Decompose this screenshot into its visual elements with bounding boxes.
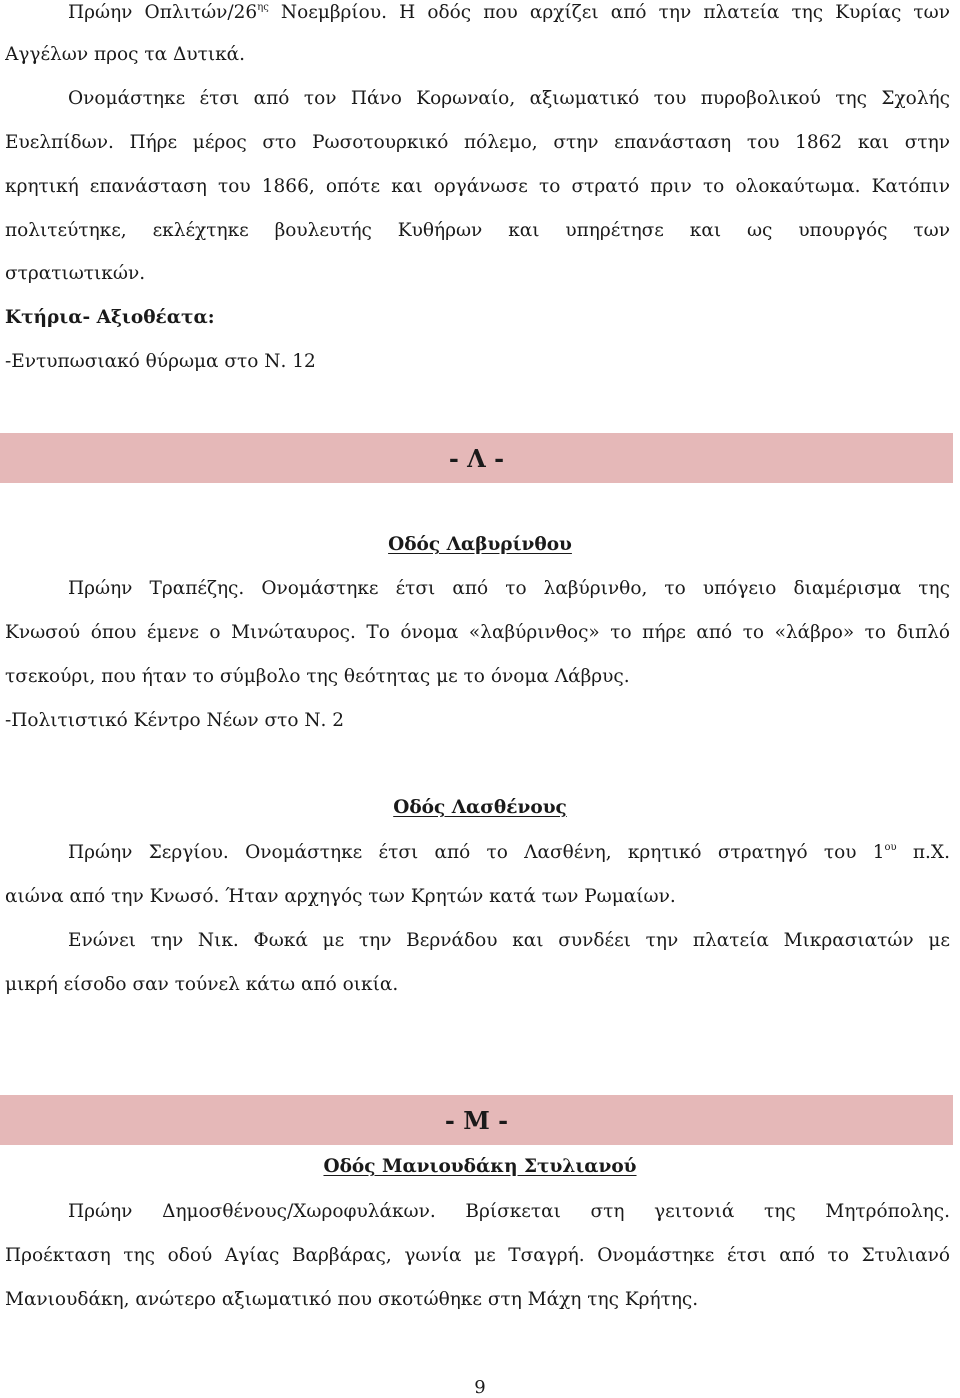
manioudaki-line-1: Πρώην Δημοσθένους/Χωροφυλάκων. Βρίσκεται στη γειτονιά της Μητρόπολης. xyxy=(68,1201,950,1222)
street-title-lasthenous: Οδός Λασθένους xyxy=(393,797,567,818)
opliton-line-6: πολιτεύτηκε, εκλέχτηκε βουλευτής Κυθήρων και υπηρέτησε και ως υπουργός των xyxy=(5,220,950,241)
buildings-heading: Κτήρια- Αξιοθέατα: xyxy=(5,307,215,328)
lavyrinthou-line-2: Κνωσού όπου έμενε ο Μινώταυρος. Το όνομα «λαβύρινθος» το πήρε από το «λάβρο» το διπλό xyxy=(5,622,950,643)
lasthenous-line-1: Πρώην Σεργίου. Ονομάστηκε έτσι από το Λασθένη, κρητικό στρατηγό του $1^{o\upsilon}$ π.Χ. xyxy=(68,842,950,863)
opliton-line-2: Αγγέλων προς τα Δυτικά. xyxy=(5,44,246,65)
opliton-line-3: Ονομάστηκε έτσι από τον Πάνο Κορωναίο, αξιωματικό του πυροβολικού της Σχολής xyxy=(68,88,950,109)
section-label: - Λ - xyxy=(448,443,505,473)
opliton-line-1: Πρώην Οπλιτών/$26^{\eta\varsigma}$ Νοεμβρίου. Η οδός που αρχίζει από την πλατεία της Κυρίας των xyxy=(68,2,950,23)
section-label: - Μ - xyxy=(444,1105,509,1135)
ordinal-superscript: ου xyxy=(884,842,897,853)
opliton-line-4: Ευελπίδων. Πήρε μέρος στο Ρωσοτουρκικό πόλεμο, στην επανάσταση του 1862 και στην xyxy=(5,132,950,153)
manioudaki-line-3: Μανιουδάκη, ανώτερο αξιωματικό που σκοτώθηκε στη Μάχη της Κρήτης. xyxy=(5,1289,699,1310)
ordinal-superscript: ης xyxy=(257,2,269,13)
lasthenous-line-2: αιώνα από την Κνωσό. Ήταν αρχηγός των Κρητών κατά των Ρωμαίων. xyxy=(5,886,676,907)
lasthenous-line-3: Ενώνει την Νικ. Φωκά με την Βερνάδου και συνδέει την πλατεία Μικρασιατών με xyxy=(68,930,950,951)
page-number: 9 xyxy=(474,1377,486,1398)
manioudaki-line-2: Προέκταση της οδού Αγίας Βαρβάρας, γωνία με Τσαγρή. Ονομάστηκε έτσι από το Στυλιανό xyxy=(5,1245,950,1266)
opliton-line-7: στρατιωτικών. xyxy=(5,263,146,284)
buildings-item: -Εντυπωσιακό θύρωμα στο Ν. 12 xyxy=(5,351,316,372)
lavyrinthou-line-1: Πρώην Τραπέζης. Ονομάστηκε έτσι από το λαβύρινθο, το υπόγειο διαμέρισμα της xyxy=(68,578,950,599)
street-title-lavyrinthou: Οδός Λαβυρίνθου xyxy=(388,534,572,555)
lavyrinthou-line-3: τσεκούρι, που ήταν το σύμβολο της θεότητας με το όνομα Λάβρυς. xyxy=(5,666,630,687)
lasthenous-line-4: μικρή είσοδο σαν τούνελ κάτω από οικία. xyxy=(5,974,399,995)
street-title-manioudaki: Οδός Μανιουδάκη Στυλιανού xyxy=(323,1156,637,1177)
lavyrinthou-item: -Πολιτιστικό Κέντρο Νέων στο Ν. 2 xyxy=(5,710,345,731)
section-band-lambda xyxy=(0,433,953,483)
section-band-mi xyxy=(0,1095,953,1145)
opliton-line-5: κρητική επανάσταση του 1866, οπότε και οργάνωσε το στρατό πριν το ολοκαύτωμα. Κατόπιν xyxy=(5,176,950,197)
